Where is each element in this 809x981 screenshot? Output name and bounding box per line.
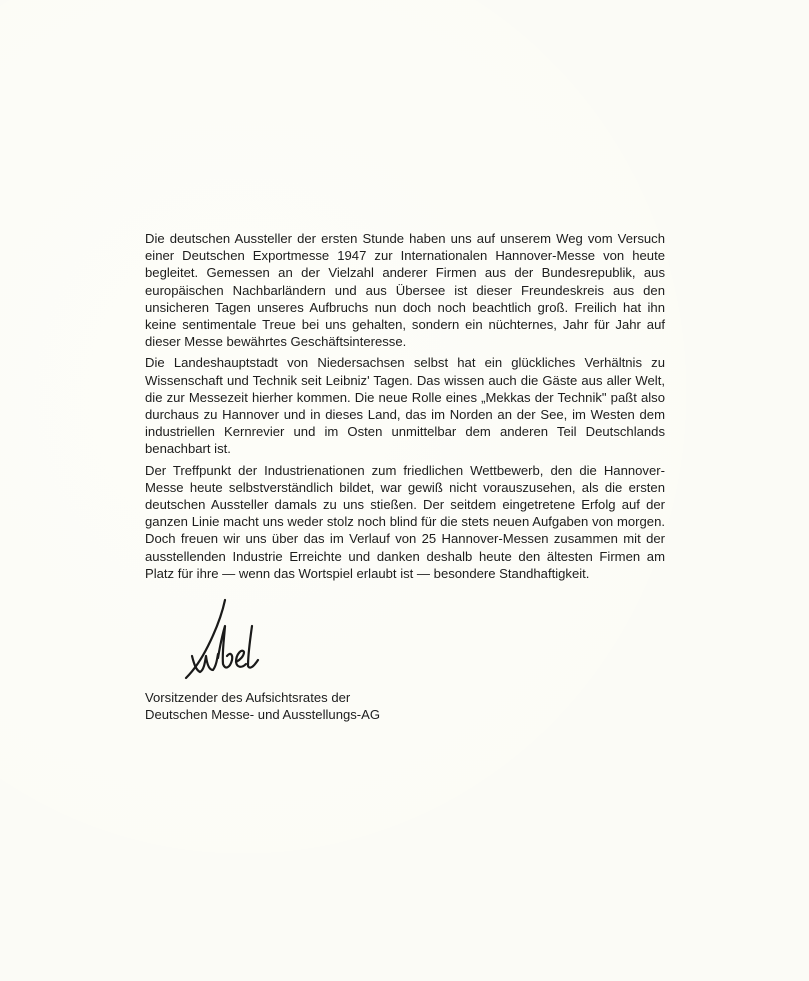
paragraph-2: Die Landeshauptstadt von Niedersachsen selbst hat ein glückliches Verhältnis zu Wissenschaft und Technik seit Leibniz' Tagen. Das wissen auch die Gäste aus aller Welt, die zur Messezeit hierher kommen. Die neue Rolle eines „Mekkas der Technik" paßt also durchaus zu Hannover und in dieses Land, das im Norden an der See, im Westen dem industriellen Kernrevier und im Osten unmittelbar dem anderen Teil Deutschlands benachbart ist. [145, 355, 665, 457]
letter-body [145, 230, 665, 586]
signatory-title [145, 689, 545, 723]
signatory-title-line-2: Deutschen Messe- und Ausstellungs-AG [145, 707, 381, 723]
paragraph-1: Die deutschen Aussteller der ersten Stunde haben uns auf unserem Weg vom Versuch einer Deutschen Exportmesse 1947 zur Internationalen Hannover-Messe von heute begleitet. Gemessen an der Vielzahl anderer Firmen aus der Bundesrepublik, aus europäischen Nachbarländern und aus Übersee ist dieser Freundeskreis aus den unsicheren Tagen unseres Aufbruchs nun doch noch beachtlich groß. Freilich hat ihn keine sentimentale Treue bei uns gehalten, sondern ein nüchternes, Jahr für Jahr auf dieser Messe bewährtes Geschäftsinteresse. [145, 231, 665, 350]
handwritten-signature [178, 596, 278, 682]
paragraph-3: Der Treffpunkt der Industrienationen zum friedlichen Wettbewerb, den die Hannover-Messe heute selbstverständlich bildet, war gewiß nicht vorauszusehen, als die ersten deutschen Aussteller damals zu uns stießen. Der seitdem eingetretene Erfolg auf der ganzen Linie macht uns weder stolz noch blind für die stets neuen Aufgaben von morgen. Doch freuen wir uns über das im Verlauf von 25 Hannover-Messen zusammen mit der ausstellenden Industrie Erreichte und danken deshalb heute den ältesten Firmen am Platz für ihre — wenn das Wortspiel erlaubt ist — besondere Standhaftigkeit. [145, 462, 665, 581]
signatory-title-line-1: Vorsitzender des Aufsichtsrates der [145, 690, 351, 705]
